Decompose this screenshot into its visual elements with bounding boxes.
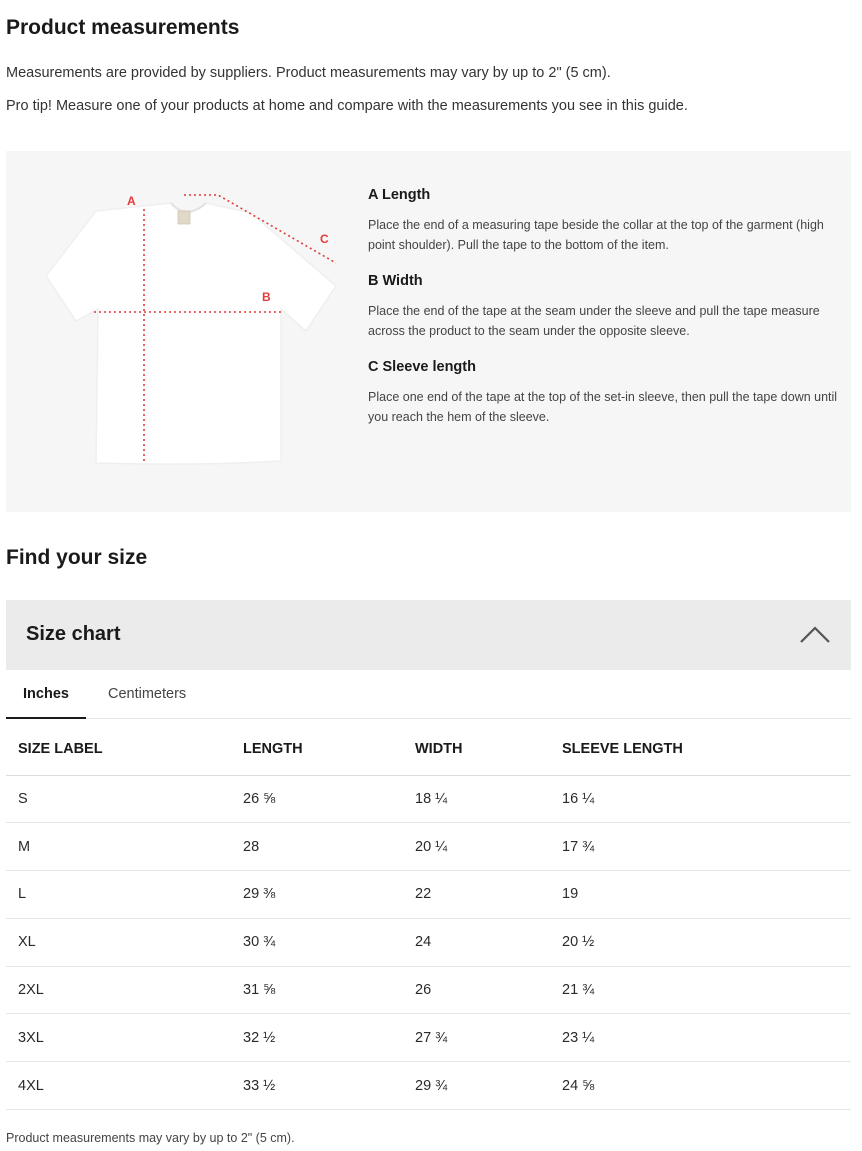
size-label-cell: 4XL — [6, 1062, 243, 1110]
chevron-up-icon[interactable] — [799, 622, 831, 646]
column-header: SIZE LABEL — [6, 724, 243, 775]
size-label-cell: XL — [6, 918, 243, 966]
sleeve-length-cell: 24 ⅝ — [562, 1062, 851, 1110]
measurement-description: Place the end of the tape at the seam under the sleeve and pull the tape measure across the product to the seam under the opposite sleeve. — [368, 304, 820, 338]
page-title: Product measurements — [6, 16, 240, 39]
unit-tabs — [6, 670, 851, 719]
width-cell: 27 ¾ — [415, 1014, 562, 1062]
measurement-description: Place one end of the tape at the top of the set-in sleeve, then pull the tape down until you reach the hem of the sleeve. — [368, 390, 838, 424]
sleeve-length-cell: 20 ½ — [562, 918, 851, 966]
column-header: SLEEVE LENGTH — [562, 724, 851, 775]
table-row — [6, 918, 851, 966]
sleeve-length-cell: 23 ¼ — [562, 1014, 851, 1062]
footnote: Product measurements may vary by up to 2" (5 cm). — [6, 1131, 295, 1145]
tshirt-shape — [46, 203, 336, 464]
column-header: LENGTH — [243, 724, 415, 775]
label-c: C — [320, 232, 329, 246]
table-row — [6, 1062, 851, 1110]
measurement-length — [368, 187, 838, 255]
label-a: A — [127, 194, 136, 208]
width-cell: 20 ¼ — [415, 823, 562, 871]
tag-icon — [178, 211, 190, 224]
pro-tip-text: Pro tip! Measure one of your products at home and compare with the measurements you see in this guide. — [6, 98, 688, 114]
size-chart-title: Size chart — [26, 623, 121, 645]
size-label-cell: L — [6, 871, 243, 919]
find-size-heading: Find your size — [6, 546, 148, 569]
size-label-cell: 3XL — [6, 1014, 243, 1062]
sleeve-length-cell: 19 — [562, 871, 851, 919]
size-label-cell: S — [6, 775, 243, 823]
width-cell: 18 ¼ — [415, 775, 562, 823]
sleeve-length-cell: 17 ¾ — [562, 823, 851, 871]
measurement-description: Place the end of a measuring tape beside the collar at the top of the garment (high point shoulder). Pull the tape to the bottom of the item. — [368, 218, 824, 252]
tab-centimeters[interactable]: Centimeters — [108, 686, 187, 702]
table-row — [6, 966, 851, 1014]
table-header-row — [6, 724, 851, 775]
width-cell: 29 ¾ — [415, 1062, 562, 1110]
table-row — [6, 823, 851, 871]
length-cell: 32 ½ — [243, 1014, 415, 1062]
measurement-title: A Length — [368, 187, 431, 203]
measurement-sleeve-length — [368, 359, 838, 427]
sleeve-length-cell: 21 ¾ — [562, 966, 851, 1014]
width-cell: 26 — [415, 966, 562, 1014]
measurement-guide-panel — [6, 151, 851, 512]
table-row — [6, 1014, 851, 1062]
table-row — [6, 775, 851, 823]
measurement-title: C Sleeve length — [368, 359, 476, 375]
width-cell: 24 — [415, 918, 562, 966]
length-cell: 29 ⅜ — [243, 871, 415, 919]
size-table — [6, 724, 851, 1110]
measurement-title: B Width — [368, 273, 423, 289]
tshirt-diagram — [36, 181, 356, 481]
sleeve-length-cell: 16 ¼ — [562, 775, 851, 823]
table-row — [6, 871, 851, 919]
length-cell: 30 ¾ — [243, 918, 415, 966]
size-label-cell: 2XL — [6, 966, 243, 1014]
label-b: B — [262, 290, 271, 304]
length-cell: 31 ⅝ — [243, 966, 415, 1014]
measurement-width — [368, 273, 838, 341]
size-label-cell: M — [6, 823, 243, 871]
size-chart-accordion-header[interactable] — [6, 600, 851, 670]
length-cell: 26 ⅝ — [243, 775, 415, 823]
tab-inches[interactable]: Inches — [6, 670, 86, 719]
intro-text: Measurements are provided by suppliers. Product measurements may vary by up to 2" (5 cm). — [6, 65, 611, 81]
length-cell: 28 — [243, 823, 415, 871]
width-cell: 22 — [415, 871, 562, 919]
column-header: WIDTH — [415, 724, 562, 775]
length-cell: 33 ½ — [243, 1062, 415, 1110]
